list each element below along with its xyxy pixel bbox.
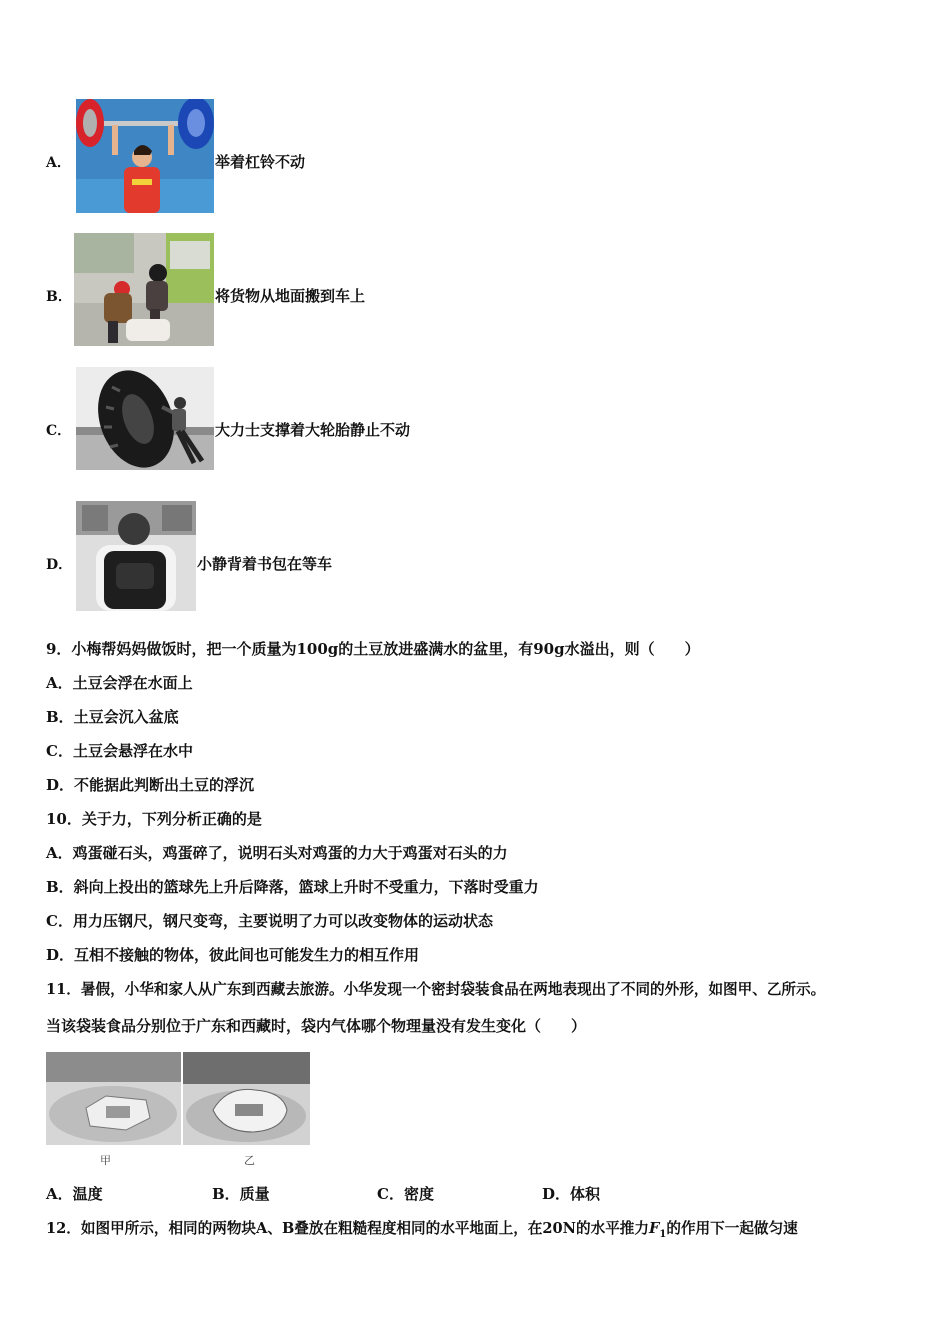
force-symbol: F [649,1220,660,1237]
backpack-photo [76,501,196,611]
option-a-letter: A． [46,155,71,171]
question-10-option-a: A．鸡蛋碰石头，鸡蛋碎了，说明石头对鸡蛋的力大于鸡蛋对石头的力 [46,844,508,862]
question-9-option-c: C．土豆会悬浮在水中 [46,742,193,760]
figure-label-jia: 甲 [100,1154,111,1167]
question-11-stem-line1: 11．暑假，小华和家人从广东到西藏去旅游。小华发现一个密封袋装食品在两地表现出了不同的外形，如图甲、乙所示。 [46,981,826,998]
force-subscript: 1 [659,1228,667,1240]
question-12-stem-before: 12．如图甲所示，相同的两物块A、B叠放在粗糙程度相同的水平地面上，在20N的水平推力 [46,1220,649,1237]
question-11-option-b: B．质量 [212,1185,270,1203]
question-10-stem: 10．关于力，下列分析正确的是 [46,810,262,828]
question-11-option-c: C．密度 [377,1185,434,1203]
question-9-option-a: A．土豆会浮在水面上 [46,674,193,692]
lifting-goods-photo [74,233,214,346]
option-b-letter: B． [46,289,72,305]
option-a-caption: 举着杠铃不动 [215,153,306,171]
question-11-option-a: A．温度 [46,1185,103,1203]
option-c-letter: C． [46,423,72,439]
question-11-stem-line2: 当该袋装食品分别位于广东和西藏时，袋内气体哪个物理量没有发生变化（ ） [46,1017,587,1035]
question-9-stem: 9．小梅帮妈妈做饭时，把一个质量为100g的土豆放进盛满水的盆里，有90g水溢出，则（ ） [46,640,700,658]
option-d-caption: 小静背着书包在等车 [197,555,333,573]
tire-photo [76,367,214,470]
weightlifter-photo [76,99,214,213]
option-b-caption: 将货物从地面搬到车上 [215,287,366,305]
option-c-caption: 大力士支撑着大轮胎静止不动 [215,421,411,439]
food-bag-tibet-photo [183,1052,310,1145]
question-9-option-d: D．不能据此判断出土豆的浮沉 [46,776,255,794]
question-12-stem-after: 的作用下一起做匀速 [666,1220,798,1237]
food-bag-guangdong-photo [46,1052,181,1145]
figure-label-yi: 乙 [244,1154,255,1167]
question-10-option-d: D．互相不接触的物体，彼此间也可能发生力的相互作用 [46,946,420,964]
question-9-option-b: B．土豆会沉入盆底 [46,708,179,726]
question-12-stem [46,1217,798,1240]
question-10-option-c: C．用力压钢尺，钢尺变弯，主要说明了力可以改变物体的运动状态 [46,912,493,930]
question-11-option-d: D．体积 [542,1185,601,1203]
question-10-option-b: B．斜向上投出的篮球先上升后降落，篮球上升时不受重力，下落时受重力 [46,878,539,896]
option-d-letter: D． [46,557,73,573]
